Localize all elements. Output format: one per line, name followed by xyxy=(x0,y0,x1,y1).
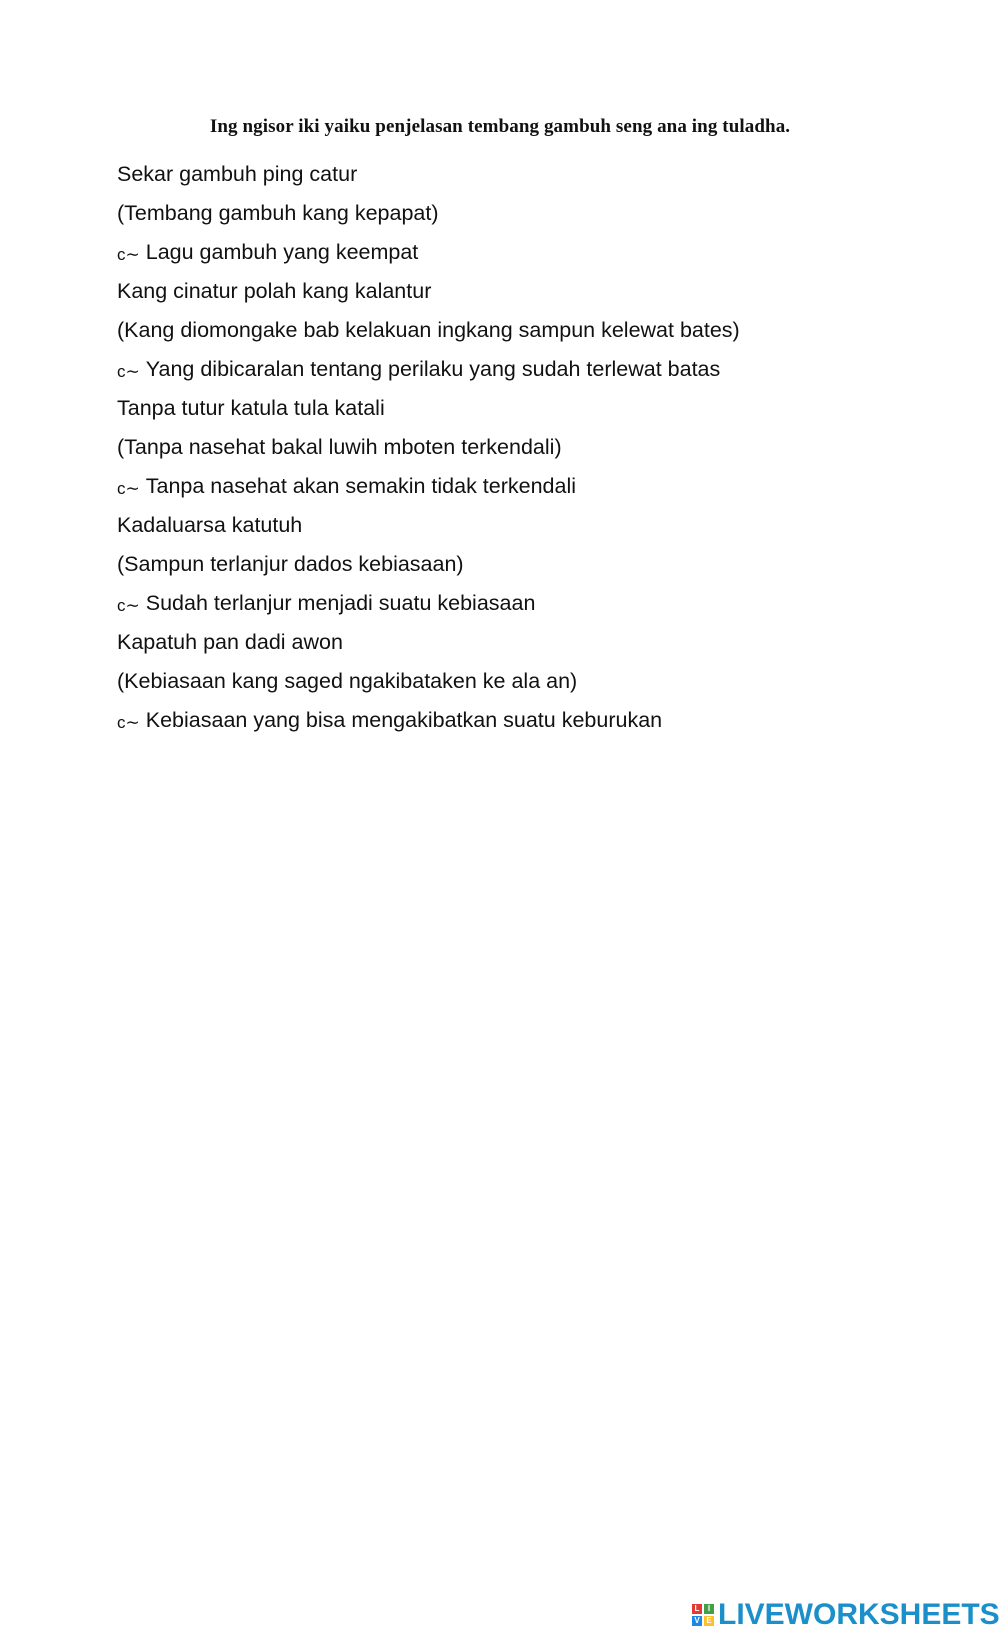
line-text: Tanpa tutur katula tula katali xyxy=(117,396,385,420)
line-text: Kebiasaan yang bisa mengakibatkan suatu keburukan xyxy=(145,708,663,732)
line-text: (Kang diomongake bab kelakuan ingkang sampun kelewat bates) xyxy=(117,318,740,342)
text-line xyxy=(117,160,937,199)
logo-cell: I xyxy=(704,1604,714,1614)
text-line xyxy=(117,238,937,277)
text-line xyxy=(117,277,937,316)
page-heading: Ing ngisor iki yaiku penjelasan tembang gambuh seng ana ing tuladha. xyxy=(209,116,791,137)
logo-cell: V xyxy=(692,1616,702,1626)
text-line xyxy=(117,472,937,511)
line-text: Sudah terlanjur menjadi suatu kebiasaan xyxy=(145,591,536,615)
liveworksheets-logo[interactable] xyxy=(692,1598,1000,1632)
line-text: (Kebiasaan kang saged ngakibataken ke ala an) xyxy=(117,669,578,693)
wave-marker-icon: с∼ xyxy=(117,713,140,732)
text-line xyxy=(117,511,937,550)
text-line xyxy=(117,550,937,589)
line-text: (Sampun terlanjur dados kebiasaan) xyxy=(117,552,464,576)
wave-marker-icon: с∼ xyxy=(117,362,140,381)
text-line xyxy=(117,628,937,667)
text-line xyxy=(117,316,937,355)
text-line xyxy=(117,589,937,628)
line-text: Kang cinatur polah kang kalantur xyxy=(117,279,432,303)
wave-marker-icon: с∼ xyxy=(117,596,140,615)
line-text: Tanpa nasehat akan semakin tidak terkendali xyxy=(145,474,577,498)
text-line xyxy=(117,355,937,394)
text-line xyxy=(117,199,937,238)
wave-marker-icon: с∼ xyxy=(117,245,140,264)
line-text: Kadaluarsa katutuh xyxy=(117,513,303,537)
liveworksheets-logo-icon xyxy=(692,1604,714,1626)
text-line xyxy=(117,394,937,433)
text-line xyxy=(117,433,937,472)
line-text: (Tanpa nasehat bakal luwih mboten terkendali) xyxy=(117,435,562,459)
line-text: (Tembang gambuh kang kepapat) xyxy=(117,201,439,225)
text-lines xyxy=(117,160,937,745)
line-text: Kapatuh pan dadi awon xyxy=(117,630,343,654)
line-text: Sekar gambuh ping catur xyxy=(117,162,358,186)
line-text: Yang dibicaralan tentang perilaku yang sudah terlewat batas xyxy=(145,357,721,381)
text-line xyxy=(117,706,937,745)
brand-text: LIVEWORKSHEETS xyxy=(718,1598,1000,1631)
wave-marker-icon: с∼ xyxy=(117,479,140,498)
text-line xyxy=(117,667,937,706)
logo-cell: E xyxy=(704,1616,714,1626)
logo-cell: L xyxy=(692,1604,702,1614)
line-text: Lagu gambuh yang keempat xyxy=(145,240,419,264)
